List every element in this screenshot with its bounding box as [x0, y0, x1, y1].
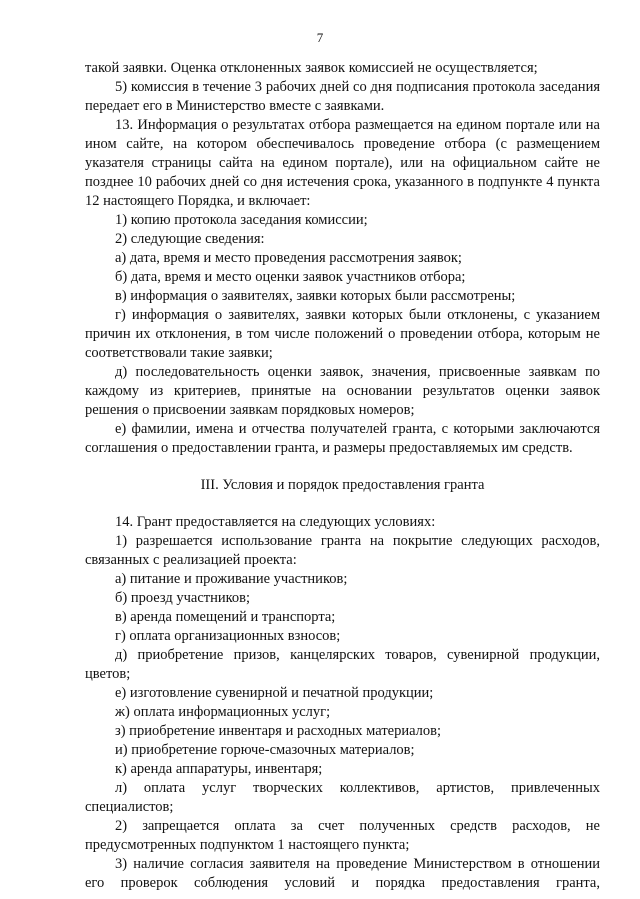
paragraph: в) информация о заявителях, заявки которых были рассмотрены; [115, 288, 516, 304]
spacer-after-heading [85, 495, 600, 513]
paragraph: к) аренда аппаратуры, инвентаря; [115, 761, 323, 777]
paragraph: 1) разрешается использование гранта на покрытие следующих расходов, связанных с реализацией проекта: [85, 533, 600, 568]
paragraph: такой заявки. Оценка отклоненных заявок комиссией не осуществляется; [85, 60, 538, 76]
paragraph: г) информация о заявителях, заявки которых были отклонены, с указанием причин их отклонения, в том числе положений о проведении отбора, которым не соответствовали такие заявки; [85, 307, 600, 361]
paragraph: 3) наличие согласия заявителя на проведение Министерством в отношении его проверок соблюдения условий и порядка предоставления гранта, [85, 856, 600, 891]
paragraph: 14. Грант предоставляется на следующих условиях: [115, 514, 436, 530]
paragraph: 2) следующие сведения: [115, 231, 265, 247]
paragraph: а) дата, время и место проведения рассмотрения заявок; [115, 250, 462, 266]
document-body [85, 59, 600, 893]
paragraph: ж) оплата информационных услуг; [115, 704, 331, 720]
paragraph: б) дата, время и место оценки заявок участников отбора; [115, 269, 466, 285]
paragraph: и) приобретение горюче-смазочных материалов; [115, 742, 415, 758]
section-heading: III. Условия и порядок предоставления гранта [200, 477, 485, 493]
paragraph: 13. Информация о результатах отбора размещается на едином портале или на ином сайте, на котором обеспечивалось проведение отбора (с размещением указателя страницы сайта на едином портале), или на официальном сайте не позднее 10 рабочих дней со дня истечения срока, указанного в подпункте 4 пункта 12 настоящего Порядка, и включает: [85, 117, 600, 209]
paragraphs-after-heading [85, 513, 600, 893]
paragraph: 2) запрещается оплата за счет полученных средств расходов, не предусмотренных подпунктом 1 настоящего пункта; [85, 818, 600, 853]
paragraph: д) приобретение призов, канцелярских товаров, сувенирной продукции, цветов; [85, 647, 600, 682]
paragraph: г) оплата организационных взносов; [115, 628, 341, 644]
paragraph: д) последовательность оценки заявок, значения, присвоенные заявкам по каждому из критериев, принятые на основании результатов оценки заявок решения о присвоении заявкам порядковых номеров; [85, 364, 600, 418]
paragraph: л) оплата услуг творческих коллективов, артистов, привлеченных специалистов; [85, 780, 600, 815]
paragraph: 5) комиссия в течение 3 рабочих дней со дня подписания протокола заседания передает его в Министерство вместе с заявками. [85, 79, 600, 114]
paragraph: в) аренда помещений и транспорта; [115, 609, 336, 625]
paragraph: 1) копию протокола заседания комиссии; [115, 212, 368, 228]
paragraphs-before-heading [85, 59, 600, 458]
paragraph: а) питание и проживание участников; [115, 571, 348, 587]
paragraph: е) изготовление сувенирной и печатной продукции; [115, 685, 434, 701]
paragraph: б) проезд участников; [115, 590, 251, 606]
paragraph: з) приобретение инвентаря и расходных материалов; [115, 723, 442, 739]
spacer-before-heading [85, 458, 600, 476]
paragraph: е) фамилии, имена и отчества получателей гранта, с которыми заключаются соглашения о предоставлении гранта, и размеры предоставляемых им средств. [85, 421, 600, 456]
page-number: 7 [316, 30, 324, 45]
